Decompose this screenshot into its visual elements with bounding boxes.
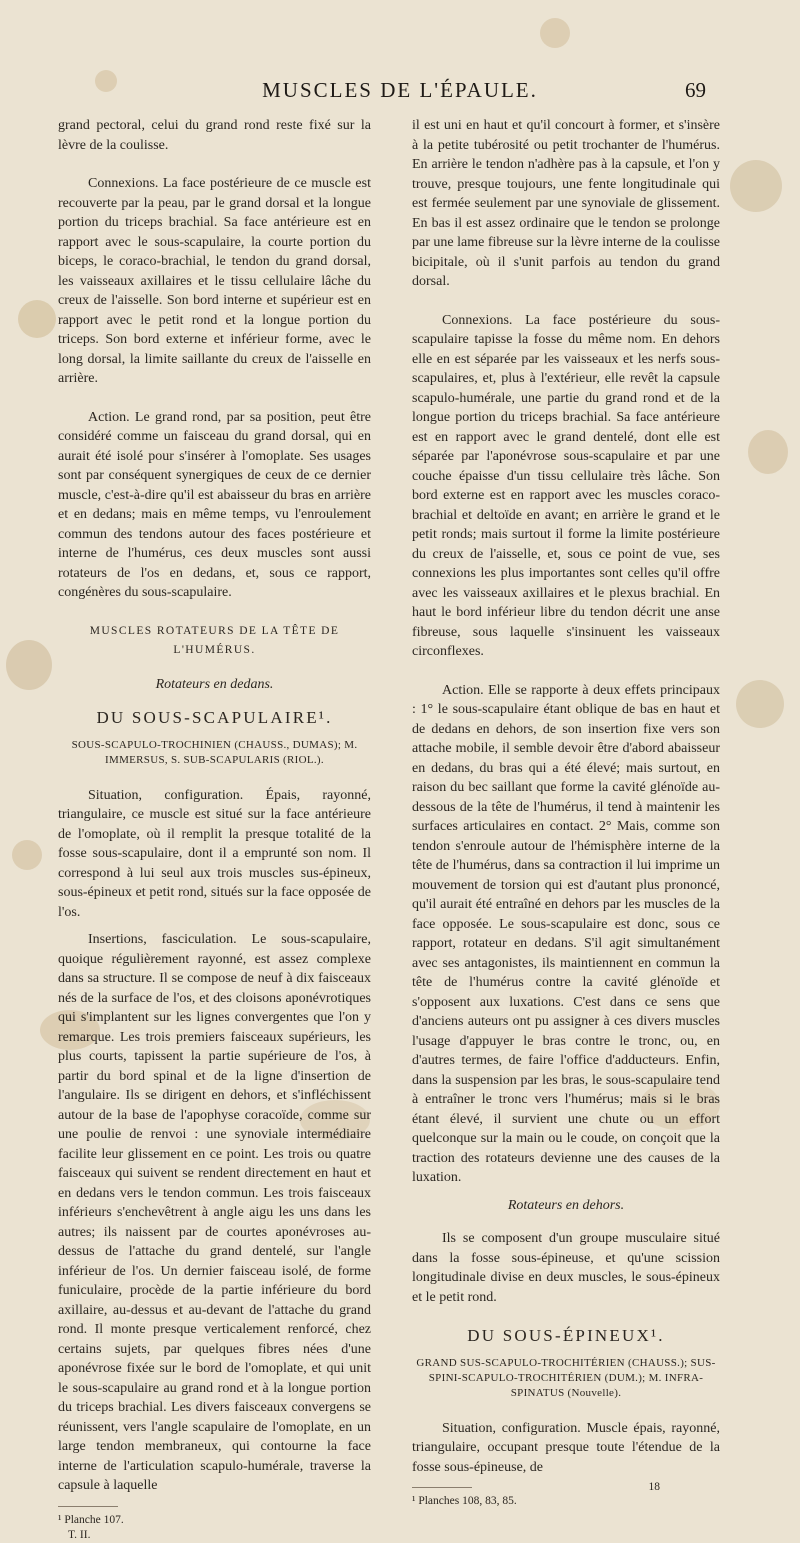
running-header [0,78,800,108]
footnote [412,1481,720,1509]
page-number: 69 [685,78,706,102]
paragraph: Situation, configuration. Muscle épais, rayonné, triangulaire, occupant presque toute l'étendue de la fosse sous-épineuse, de [412,1420,720,1475]
footnote-divider [58,1506,118,1507]
synonyms: SOUS-SCAPULO-TROCHINIEN (CHAUSS., DUMAS); M. IMMERSUS, S. SUB-SCAPULARIS (RIOL.). [71,738,358,766]
paragraph: Insertions, fasciculation. Le sous-scapulaire, quoique régulièrement rayonné, est assez complexe dans sa structure. Il se compose de neuf à dix faisceaux nés de la surface de l'os, et des cloisons aponévrotiques qui s'implantent sur les lignes convergentes que l'on y remarque. Les trois premiers faisceaux supérieurs, les plus courts, tapissent la partie supérieure de l'os, à partir du bord spinal et de la ligne d'insertion de l'angulaire. Ils se dirigent en dehors, et s'infléchissent autour de la base de l'apophyse coracoïde, comme sur une poulie de renvoi : une synoviale intermédiaire facilite leur glissement en ce point. Les trois ou quatre faisceaux qui suivent se rendent directement en haut et en dedans vers le tendon commun. Les trois faisceaux inférieurs s'enchevêtrent à angle aigu les uns dans les autres; ils naissent par de courtes aponévroses au-dessus de l'attache du grand dentelé, sur l'angle inférieur de l'os. Un dernier faisceau isolé, de forme funiculaire, procède de la partie inférieure du bord axillaire, au-dessus et au-devant de l'attache du grand rond. Il monte presque verticalement renforcé, chez certains sujets, par quelques fibres nées d'une aponévrose fixée sur le bord de l'omoplate, et qui unit le sous-scapulaire au grand rond et à la longue portion du triceps brachial. Les divers faisceaux convergens se réunissent, vers l'angle scapulaire de l'omoplate, en un large tendon membraneux, qui contourne la face interne de l'articulation scapulo-humérale, traverse la capsule à laquelle [58,932,371,1493]
signature-mark: T. II. [68,1528,91,1541]
right-column [412,116,720,1509]
left-column [58,116,371,1543]
paragraph: il est uni en haut et qu'il concourt à former, et s'insère à la petite tubérosité ou petit trochanter de l'humérus. En arrière le tendon n'adhère pas à la capsule, et l'on y trouve, presque toujours, une fente longitudinale qui est fermée seulement par une synoviale de glissement. En bas il est assez ordinaire que le tendon se prolonge par une lame fibreuse sur la lèvre interne de la coulisse bicipitale, où il s'unit parfois au tendon du grand dorsal. [412,118,720,289]
paragraph: Connexions. La face postérieure de ce muscle est recouverte par la peau, par le grand dorsal et la longue portion du triceps brachial. Sa face antérieure est en rapport avec le sous-scapulaire, la courte portion du biceps, le coraco-brachial, le tendon du grand dorsal, les vaisseaux axillaires et le tissu cellulaire lâche du creux de l'aisselle. Son bord interne et supérieur est en rapport avec le petit rond et la longue portion du triceps. Son bord externe et inférieur forme, avec le long dorsal, la limite saillante du creux de l'aisselle en arrière. [58,176,371,386]
subsection-heading: Rotateurs en dehors. [507,1197,625,1213]
section-heading: MUSCLES ROTATEURS DE LA TÊTE DE L'HUMÉRUS. [89,624,340,656]
paragraph: Situation, configuration. Épais, rayonné, triangulaire, ce muscle est situé sur la face antérieure de l'omoplate, où il remplit la presque totalité de la fosse sous-scapulaire, dont il a emprunté son nom. Il correspond à lui seul aux trois muscles sus-épineux, sous-épineux et petit rond, situés sur la face opposée de l'os. [58,787,371,920]
footnote-text: ¹ Planche 107. [58,1513,124,1526]
signature-mark: 18 [648,1481,660,1493]
footnote [58,1513,371,1543]
subsection-heading: Rotateurs en dedans. [155,676,274,692]
footnote-divider [412,1487,472,1488]
muscle-heading: DU SOUS-ÉPINEUX¹. [467,1326,665,1345]
muscle-heading: DU SOUS-SCAPULAIRE¹. [96,708,333,727]
page-title: MUSCLES DE L'ÉPAULE. [262,78,538,102]
synonyms: GRAND SUS-SCAPULO-TROCHITÉRIEN (CHAUSS.); SUS-SPINI-SCAPULO-TROCHITÉRIEN (DUM.); M. INFRA-SPINATUS (Nouvelle). [416,1356,716,1399]
paragraph: Action. Elle se rapporte à deux effets principaux : 1° le sous-scapulaire étant oblique de bas en haut et de dedans en dehors, de son insertion fixe vers son attache mobile, il semble devoir être d'abord abaisseur en dedans, du bras qui a été élevé; mais surtout, en raison du bec saillant que forme la cavité glénoïde au-dessous de la tête de l'humérus, il tend à maintenir les surfaces articulaires en contact. 2° Mais, comme son tendon s'enroule autour de l'hémisphère interne de la tête de l'humérus, dans sa contraction il lui imprime un mouvement de torsion qui est d'autant plus prononcé, qu'il aurait été entraîné en dehors par les muscles de la face opposée. Le sous-scapulaire est donc, sous ce rapport, rotateur en dedans. S'il agit simultanément avec ses antagonistes, ils maintiennent en commun la tête de l'humérus contre la cavité glénoïde et s'opposent aux luxations. C'est dans ce sens que d'anciens auteurs ont pu assigner à ces divers muscles l'usage d'appuyer le bras contre le tronc, ou, en d'autres termes, de faire l'office d'adducteurs. Enfin, dans la suspension par les bras, le sous-scapulaire tend à entraîner le tronc vers l'humérus; mais si le bras étant élevé, il survient une chute ou un effort quelconque sur la main ou le coude, on conçoit que la traction des rotateurs devienne une des causes de la luxation. [412,682,720,1185]
footnote-text: ¹ Planches 108, 83, 85. [412,1495,517,1507]
paragraph: Ils se composent d'un groupe musculaire situé dans la fosse sous-épineuse, et qu'une scission longitudinale divise en deux muscles, le sous-épineux et le petit rond. [412,1231,720,1305]
paragraph: grand pectoral, celui du grand rond reste fixé sur la lèvre de la coulisse. [58,118,371,153]
paragraph: Connexions. La face postérieure du sous-scapulaire tapisse la fosse du même nom. En dehors elle en est séparée par les vaisseaux et les nerfs sous-scapulaires, et, plus à l'extérieur, elle revêt la capsule scapulo-humérale, une partie du grand rond et de la longue portion du triceps brachial. Sa face antérieure est en rapport avec le grand dentelé, dont elle est séparée par l'aponévrose sous-scapulaire et par une couche épaisse d'un tissu cellulaire très lâche. Son bord externe est en rapport avec les muscles coraco-brachial et deltoïde en avant; en arrière le grand et le petit ronds; mais surtout il forme la limite postérieure du creux de l'aisselle, et, sous ce point de vue, ses connexions les plus importantes sont celles qu'il offre avec les vaisseaux axillaires et le plexus brachial. En haut le bord inférieur libre du tendon décrit une anse fibreuse, sous laquelle s'insinuent les vaisseaux circonflexes. [412,312,720,659]
paragraph: Action. Le grand rond, par sa position, peut être considéré comme un faisceau du grand dorsal, qui en aurait été isolé pour s'insérer à l'omoplate. Ses usages sont par conséquent synergiques de ceux de ce dernier muscle, c'est-à-dire qu'il est abaisseur du bras en arrière et en dedans; mais en même temps, vu l'enroulement commun des tendons autour des faces postérieure et interne de l'humérus, ces deux muscles sont aussi rotateurs de l'os en dedans, et, sous ce rapport, congénères du sous-scapulaire. [58,409,371,600]
